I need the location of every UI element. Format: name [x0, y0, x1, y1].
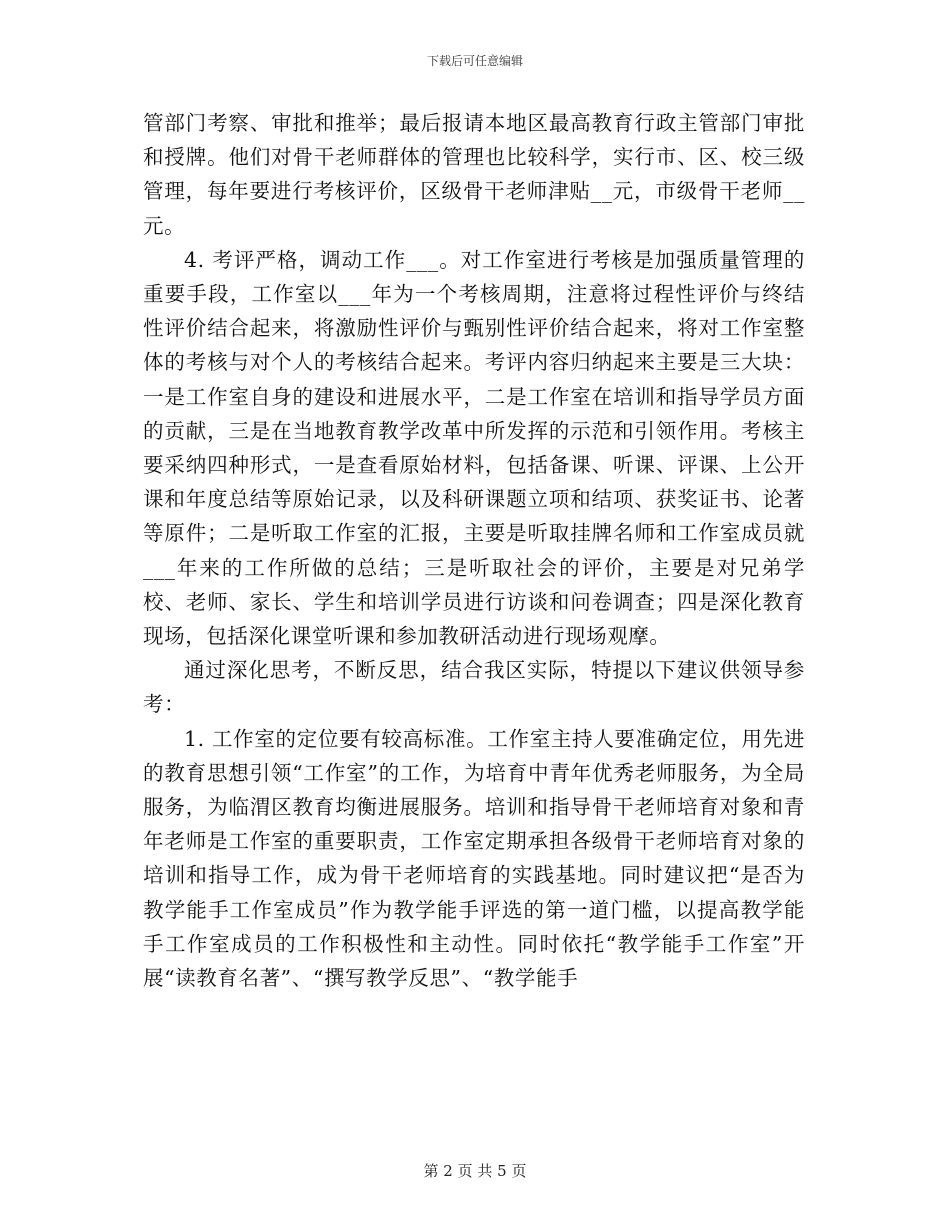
paragraph-assessment: 4. 考评严格，调动工作___。对工作室进行考核是加强质量管理的重要手段，工作室以___年为一个考核周期，注意将过程性评价与终结性评价结合起来，将激励性评价与甄别性评价结合起来，将对工作室整体的考核与对个人的考核结合起来。考评内容归纳起来主要是三大块：一是工作室自身的建设和进展水平，二是工作室在培训和指导学员方面的贡献，三是在当地教育教学改革中所发挥的示范和引领作用。考核主要采纳四种形式，一是查看原始材料，包括备课、听课、评课、上公开课和年度总结等原始记录，以及科研课题立项和结项、获奖证书、论著等原件；二是听取工作室的汇报，主要是听取挂牌名师和工作室成员就___年来的工作所做的总结；三是听取社会的评价，主要是对兄弟学校、老师、家长、学生和培训学员进行访谈和问卷调查；四是深化教育现场，包括深化课堂听课和参加教研活动进行现场观摩。: [143, 247, 805, 649]
paragraph-suggestion-intro: 通过深化思考，不断反思，结合我区实际，特提以下建议供领导参考：: [143, 658, 805, 717]
page-number: 第 2 页 共 5 页: [423, 1162, 527, 1180]
paragraph-suggestion-1: 1. 工作室的定位要有较高标准。工作室主持人要准确定位，用先进的教育思想引领“工作室”的工作，为培育中青年优秀老师服务，为全局服务，为临渭区教育均衡进展服务。培训和指导骨干老师培育对象和青年老师是工作室的重要职责，工作室定期承担各级骨干老师培育对象的培训和指导工作，成为骨干老师培育的实践基地。同时建议把“是否为教学能手工作室成员”作为教学能手评选的第一道门槛，以提高教学能手工作室成员的工作积极性和主动性。同时依托“教学能手工作室”开展“读教育名著”、“撰写教学反思”、“教学能手: [143, 726, 805, 991]
page-header: 下载后可任意编辑: [426, 54, 523, 68]
paragraph-continued: 管部门考察、审批和推举；最后报请本地区最高教育行政主管部门审批和授牌。他们对骨干老师群体的管理也比较科学，实行市、区、校三级管理，每年要进行考核评价，区级骨干老师津贴__元，市级骨干老师__元。: [143, 111, 805, 238]
document-body: [143, 106, 805, 995]
